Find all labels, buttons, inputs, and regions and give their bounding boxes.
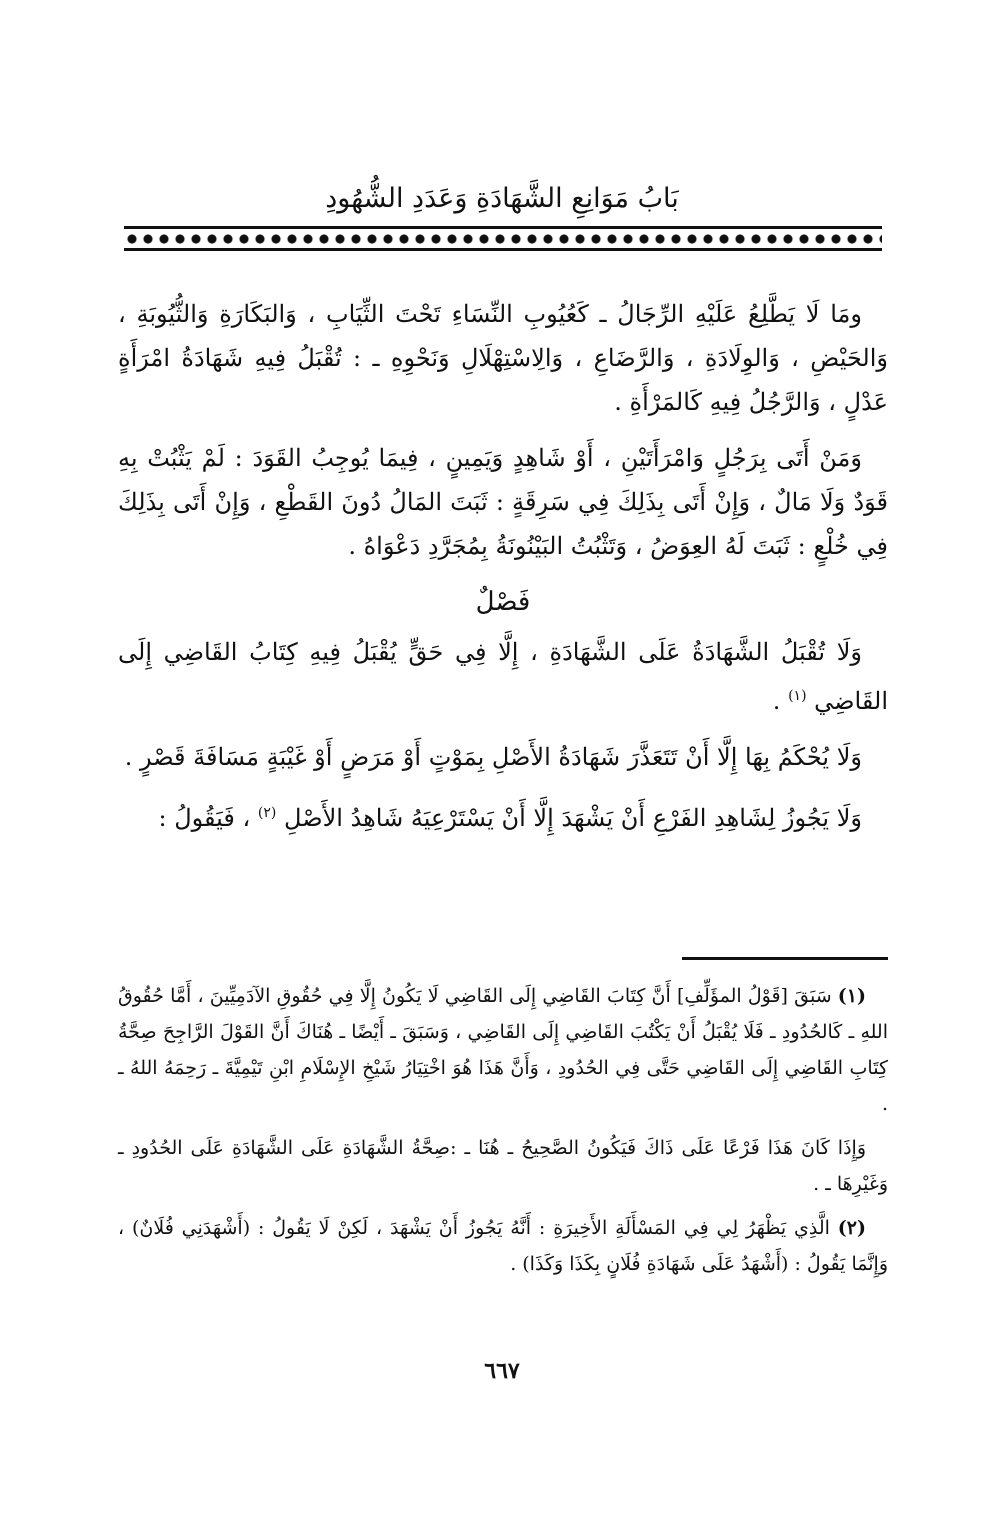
footnote-2-mark: (٢) [837, 1217, 866, 1239]
footnotes [118, 978, 888, 1290]
footnote-1 [118, 978, 888, 1122]
page-number: ٦٦٧ [484, 1358, 520, 1384]
paragraph-4: وَلَا يُحْكَمُ بِهَا إِلَّا أَنْ تَتَعَذَّرَ شَهَادَةُ الأَصْلِ بِمَوْتٍ أَوْ مَرَضٍ أَوْ غَيْبَةٍ مَسَافَةَ قَصْرٍ . [124, 743, 862, 771]
paragraph-5-end: ، فَيَقُولُ : [158, 804, 258, 832]
decorative-border-icon [124, 226, 882, 252]
border-rule-top [124, 226, 882, 229]
footnote-1-text: سَبَقَ [قَوْلُ المؤَلِّفِ] أَنَّ كِتَابَ القَاضِي إِلَى القَاضِي لَا يَكُونُ إِلَّا فِي حُقُوقِ الآدَمِيِّينَ ، أَمَّا حُقُوقُ اللهِ ـ كَالحُدُودِ ـ فَلَا يُقْبَلُ أَنْ يَكْتُبَ القَاضِي إِلَى القَاضِي ، وَسَبَقَ ـ أَيْضًا ـ هُنَاكَ أَنَّ القَوْلَ الرَّاجِحَ صِحَّةُ كِتَابِ القَاضِي إِلَى القَاضِي حَتَّى فِي الحُدُودِ ، وَأَنَّ هَذَا هُوَ اخْتِيَارُ شَيْخِ الإِسْلَامِ ابْنِ تَيْمِيَّةَ ـ رَحِمَهُ اللهُ ـ . [118, 985, 888, 1115]
border-rule-bottom [124, 248, 882, 251]
paragraph-5-text: وَلَا يَجُوزُ لِشَاهِدِ الفَرْعِ أَنْ يَشْهَدَ إِلَّا أَنْ يَسْتَرْعِيَهُ شَاهِدُ الأَصْلِ [284, 804, 862, 832]
ornament-band [124, 231, 882, 247]
paragraph-3 [118, 630, 888, 723]
paragraph-3-text: وَلَا تُقْبَلُ الشَّهَادَةُ عَلَى الشَّهَادَةِ ، إِلَّا فِي حَقٍّ يُقْبَلُ فِيهِ كِتَابُ القَاضِي إِلَى القَاضِي [118, 638, 888, 715]
footnote-ref-1[interactable]: (١) [788, 688, 807, 704]
footnote-2-text: الَّذِي يَظْهَرُ لِي فِي المَسْأَلَةِ الأَخِيرَةِ : أَنَّهُ يَجُوزُ أَنْ يَشْهَدَ ، لَكِنْ لَا يَقُولُ : (أَشْهَدَنِي فُلَانٌ) ، وَإِنَّمَا يَقُولُ : (أَشْهَدُ عَلَى شَهَادَةِ فُلَانٍ بِكَذَا وَكَذَا) . [118, 1217, 888, 1275]
paragraph-3-end: . [772, 687, 789, 715]
footnote-2 [118, 1210, 888, 1282]
footnote-1-mark: (١) [837, 985, 866, 1007]
paragraph-1: ومَا لَا يَطَّلِعُ عَلَيْهِ الرِّجَالُ ـ كَعُيُوبِ النِّسَاءِ تَحْتَ الثِّيَابِ ، وَالبَكَارَةِ وَالثُّيُوبَةِ ، وَالحَيْضِ ، وَالوِلَادَةِ ، وَالرَّضَاعِ ، وَالِاسْتِهْلَالِ وَنَحْوِهِ ـ : تُقْبَلُ فِيهِ شَهَادَةُ امْرَأَةٍ عَدْلٍ ، وَالرَّجُلُ فِيهِ كَالمَرْأَةِ . [118, 300, 888, 416]
paragraph-2: وَمَنْ أَتَى بِرَجُلٍ وَامْرَأَتَيْنِ ، أَوْ شَاهِدٍ وَيَمِينٍ ، فِيمَا يُوجِبُ القَوَدَ : لَمْ يَثْبُتْ بِهِ قَوَدٌ وَلَا مَالٌ ، وَإِنْ أَتَى بِذَلِكَ فِي سَرِقَةٍ : ثَبَتَ المَالُ دُونَ القَطْعِ ، وَإِنْ أَتَى بِذَلِكَ فِي خُلْعٍ : ثَبَتَ لَهُ العِوَضُ ، وَتَثْبُتُ البَيْنُونَةُ بِمُجَرَّدِ دَعْوَاهُ . [118, 444, 888, 560]
footnote-ref-2[interactable]: (٢) [257, 805, 277, 821]
footnote-separator [682, 957, 888, 960]
paragraph-5 [118, 791, 888, 840]
main-text [118, 292, 888, 852]
running-header-title: بَابُ مَوَانِعِ الشَّهَادَةِ وَعَدَدِ الشُّهُودِ [325, 183, 679, 214]
section-heading: فَصْلٌ [475, 587, 531, 617]
footnote-1-continued: وَإِذَا كَانَ هَذَا فَرْعًا عَلَى ذَاكَ فَيَكُونُ الصَّحِيحُ ـ هُنَا ـ :صِحَّةُ الشَّهَادَةِ عَلَى الشَّهَادَةِ عَلَى الحُدُودِ ـ وَغَيْرِهَا ـ . [118, 1137, 888, 1195]
